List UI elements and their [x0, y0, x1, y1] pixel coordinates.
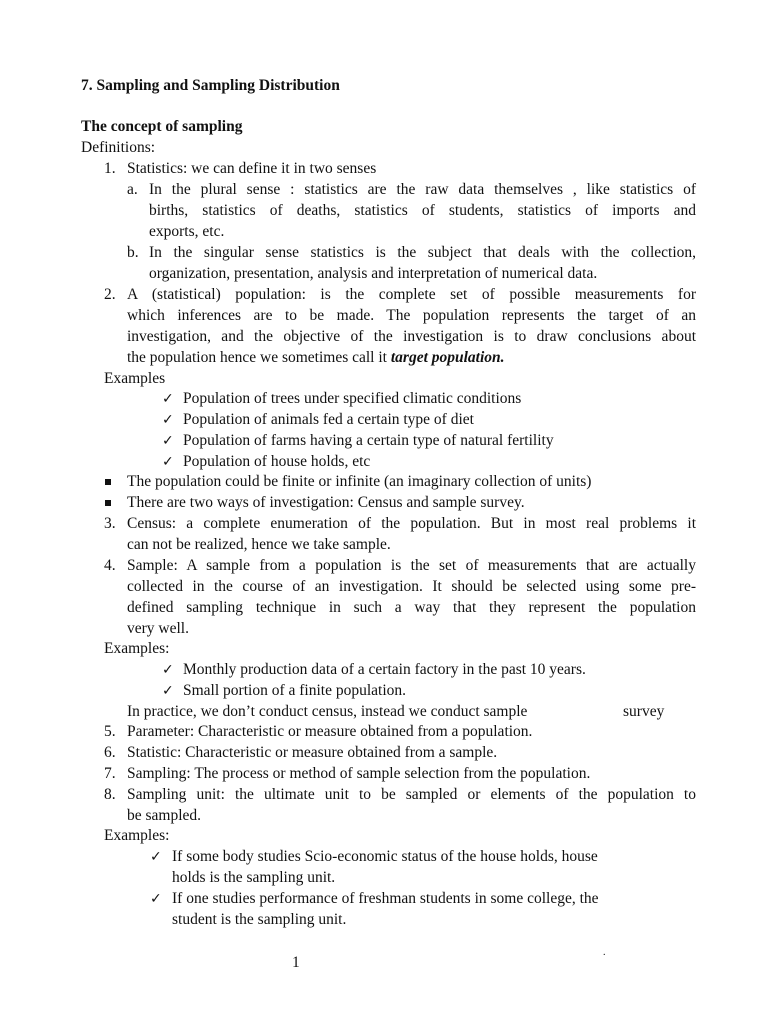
example-item: holds is the sampling unit.: [172, 869, 336, 886]
list-item-sampling-unit-line: be sampled.: [127, 807, 202, 824]
square-bullet-icon: [105, 479, 111, 485]
example-item: If one studies performance of freshman students in some college, the: [172, 890, 599, 907]
example-item: Small portion of a finite population.: [183, 682, 406, 699]
practice-note-tail: survey: [623, 703, 665, 720]
example-item: Population of farms having a certain type of natural fertility: [183, 432, 554, 449]
example-item: Monthly production data of a certain factory in the past 10 years.: [183, 661, 586, 678]
list-item-census-line: can not be realized, hence we take sample.: [127, 536, 391, 553]
list-marker: 6.: [104, 744, 116, 761]
list-marker: 8.: [104, 786, 116, 803]
sublist-item-singular-line: organization, presentation, analysis and interpretation of numerical data.: [149, 265, 598, 282]
example-item: Population of trees under specified climatic conditions: [183, 390, 522, 407]
page-number: 1: [292, 954, 300, 971]
section-title: The concept of sampling: [81, 118, 243, 135]
checkmark-icon: ✓: [150, 891, 162, 907]
examples-label: Examples: [104, 370, 166, 387]
list-item-sample-line: Sample: A sample from a population is the set of measurements that are actually: [127, 557, 696, 574]
list-item-sample-line: defined sampling technique in such a way that they represent the population: [127, 599, 696, 616]
list-marker: 5.: [104, 723, 116, 740]
chapter-title: 7. Sampling and Sampling Distribution: [81, 77, 340, 94]
list-item-sample-line: very well.: [127, 620, 189, 637]
example-item: Population of house holds, etc: [183, 453, 371, 470]
sublist-marker: b.: [127, 244, 139, 261]
list-item-population-line: investigation, and the objective of the investigation is to draw conclusions about: [127, 328, 696, 345]
checkmark-icon: ✓: [162, 412, 174, 428]
sublist-marker: a.: [127, 181, 138, 198]
sublist-item-plural-line: In the plural sense : statistics are the raw data themselves , like statistics of: [149, 181, 696, 198]
practice-note: In practice, we don’t conduct census, instead we conduct sample: [127, 703, 528, 720]
checkmark-icon: ✓: [162, 391, 174, 407]
example-item: Population of animals fed a certain type of diet: [183, 411, 474, 428]
list-item-statistic: Statistic: Characteristic or measure obtained from a sample.: [127, 744, 498, 761]
list-marker: 1.: [104, 160, 116, 177]
list-item-statistics: Statistics: we can define it in two senses: [127, 160, 377, 177]
list-item-census-line: Census: a complete enumeration of the population. But in most real problems it: [127, 515, 696, 532]
list-item-population-line: A (statistical) population: is the complete set of possible measurements for: [127, 286, 696, 303]
examples-label: Examples:: [104, 827, 170, 844]
checkmark-icon: ✓: [162, 662, 174, 678]
list-marker: 7.: [104, 765, 116, 782]
checkmark-icon: ✓: [162, 454, 174, 470]
checkmark-icon: ✓: [162, 433, 174, 449]
list-item-sampling-unit-line: Sampling unit: the ultimate unit to be sampled or elements of the population to: [127, 786, 696, 803]
example-item: If some body studies Scio-economic status of the house holds, house: [172, 848, 598, 865]
target-population-emphasis: target population.: [390, 349, 505, 366]
list-item-sampling: Sampling: The process or method of sample selection from the population.: [127, 765, 591, 782]
list-marker: 4.: [104, 557, 116, 574]
checkmark-icon: ✓: [162, 683, 174, 699]
examples-label: Examples:: [104, 640, 170, 657]
sublist-item-plural-line: exports, etc.: [149, 223, 225, 240]
checkmark-icon: ✓: [150, 849, 162, 865]
example-item: student is the sampling unit.: [172, 911, 347, 928]
list-item-population-line: which inferences are to be made. The population represents the target of an: [127, 307, 696, 324]
bullet-item: The population could be finite or infinite (an imaginary collection of units): [127, 473, 592, 490]
list-item-population-line: [127, 348, 505, 368]
population-line-text: the population hence we sometimes call it: [127, 349, 391, 366]
sublist-item-plural-line: births, statistics of deaths, statistics of students, statistics of imports and: [149, 202, 696, 219]
sublist-item-singular-line: In the singular sense statistics is the subject that deals with the collection,: [149, 244, 696, 261]
list-item-parameter: Parameter: Characteristic or measure obtained from a population.: [127, 723, 533, 740]
list-marker: 2.: [104, 286, 116, 303]
definitions-label: Definitions:: [81, 139, 156, 156]
footer-dot: .: [603, 947, 606, 958]
list-item-sample-line: collected in the course of an investigation. It should be selected using some pre-: [127, 578, 696, 595]
bullet-item: There are two ways of investigation: Census and sample survey.: [127, 494, 525, 511]
square-bullet-icon: [105, 500, 111, 506]
list-marker: 3.: [104, 515, 116, 532]
